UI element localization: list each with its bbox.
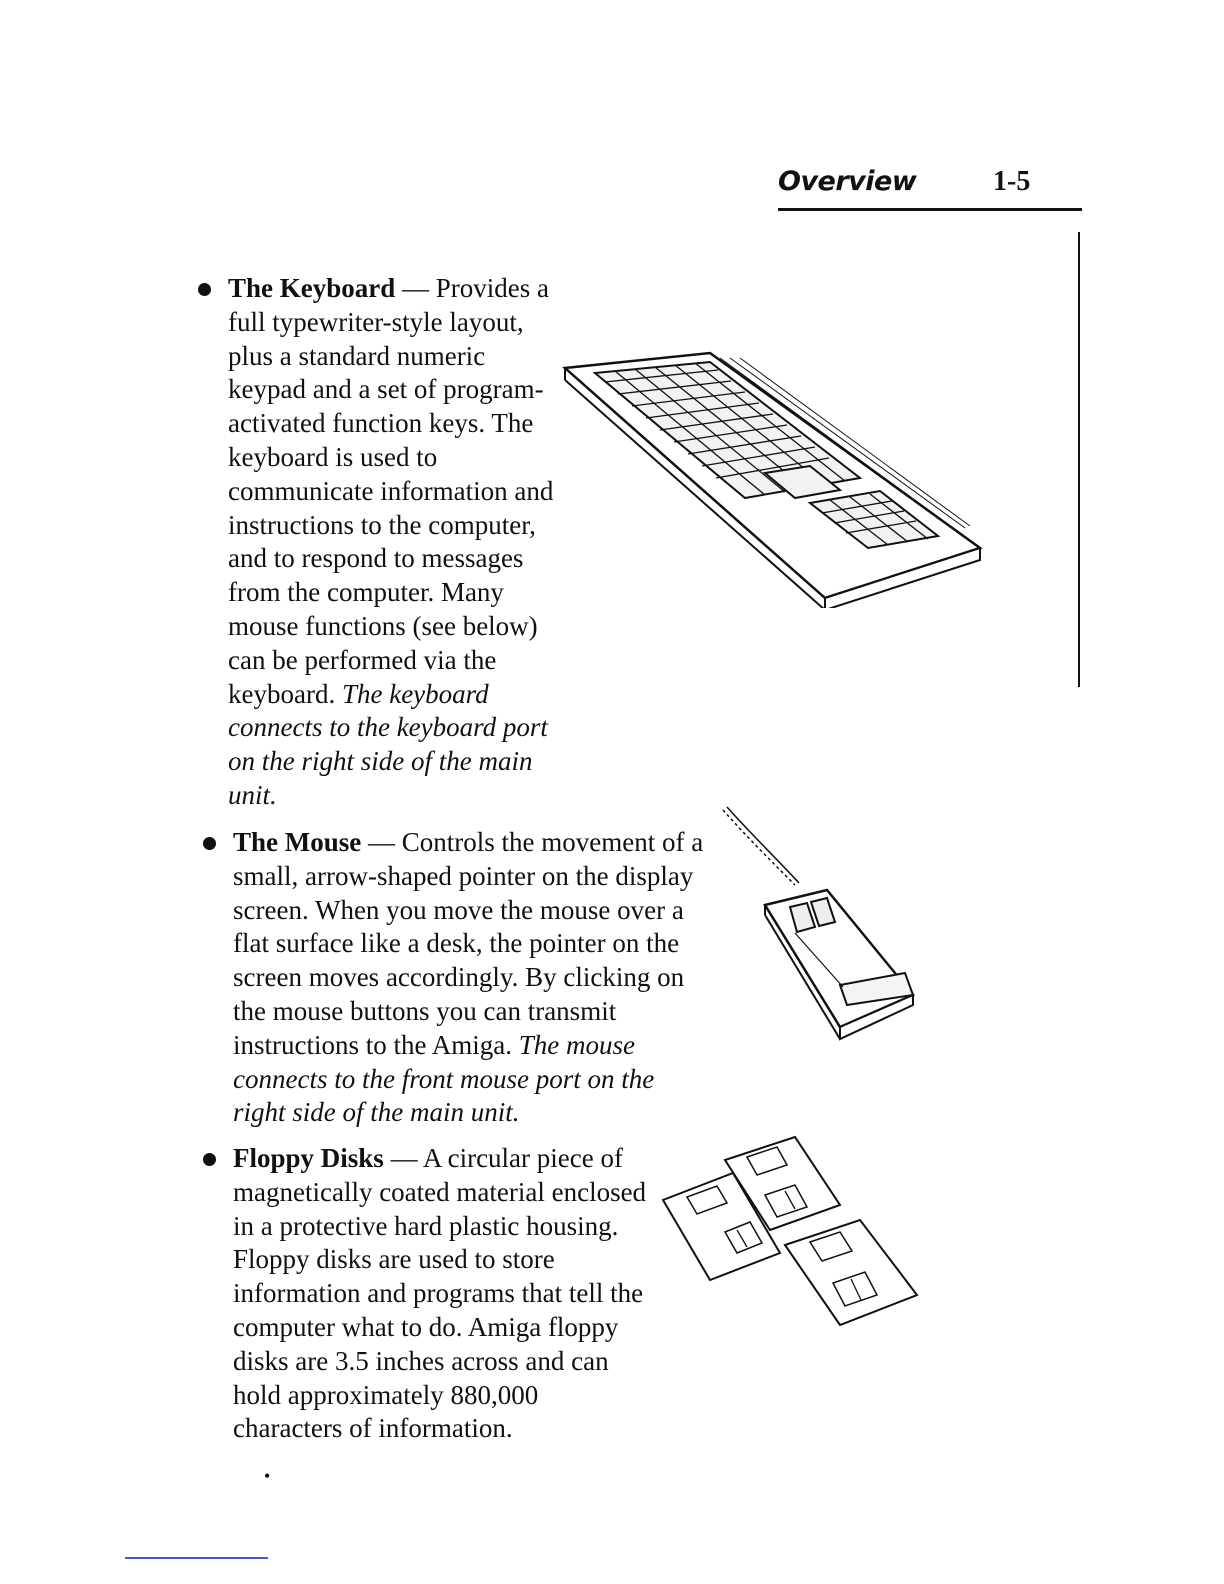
keyboard-illustration	[560, 348, 990, 608]
header-rule	[778, 208, 1082, 211]
page-mark: •	[264, 1466, 271, 1486]
margin-rule	[1078, 232, 1080, 687]
list-item-mouse	[233, 826, 708, 1130]
item-note: The mouse connects to the front mouse port on the right side of the main unit.	[233, 1029, 655, 1128]
mouse-illustration	[715, 795, 930, 1045]
bullet-icon	[198, 283, 211, 296]
item-term: The Keyboard	[228, 273, 396, 303]
floppy-disks-illustration	[655, 1135, 930, 1330]
item-note: The keyboard connects to the keyboard port on the right side of the main unit.	[228, 678, 548, 810]
item-dash: —	[361, 827, 402, 857]
item-dash: —	[395, 273, 436, 303]
item-description: Provides a full typewriter-style layout, plus a standard numeric keypad and a set of program-activated function keys. The keyboard is used to communicate information and instructions to the computer, and to respond to messages from the computer. Many mouse functions (see below) can be performed via the keyboard.	[228, 273, 554, 709]
item-dash: —	[383, 1143, 423, 1173]
running-header	[778, 166, 1082, 214]
bullet-icon	[203, 1153, 216, 1166]
bullet-icon	[203, 837, 216, 850]
list-item-floppy-disks	[233, 1142, 648, 1446]
item-description: Controls the movement of a small, arrow-shaped pointer on the display screen. When you move the mouse over a flat surface like a desk, the pointer on the screen moves accordingly. By clicking on the mouse buttons you can transmit instructions to the Amiga.	[233, 827, 704, 1060]
page-number: 1-5	[993, 166, 1031, 197]
bottom-rule	[125, 1557, 268, 1559]
chapter-title: Overview	[778, 166, 917, 197]
item-term: The Mouse	[233, 827, 362, 857]
item-term: Floppy Disks	[233, 1143, 384, 1173]
list-item-keyboard	[228, 272, 563, 813]
item-description: A circular piece of magnetically coated material enclosed in a protective hard plastic housing. Floppy disks are used to store information and programs that tell the computer what to do. Amiga floppy disks are 3.5 inches across and can hold approximately 880,000 characters of information.	[233, 1143, 647, 1444]
